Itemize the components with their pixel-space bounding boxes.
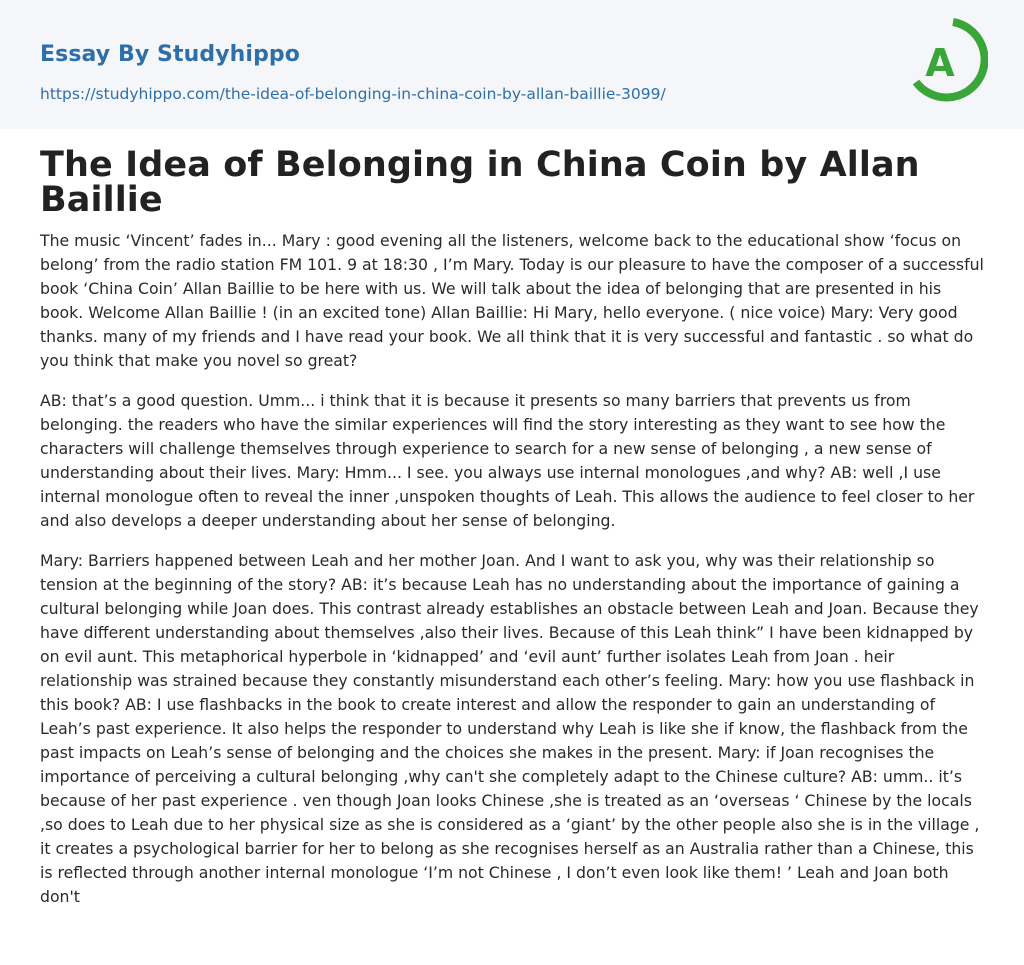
page-title: The Idea of Belonging in China Coin by Allan Baillie — [40, 145, 920, 220]
site-header — [0, 0, 1024, 129]
essay-paragraph: Mary: Barriers happened between Leah and her mother Joan. And I want to ask you, why was their relationship so tension at the beginning of the story? AB: it’s because Leah has no understanding about the importance of gaining a cultural belonging while Joan does. This contrast already establishes an obstacle between Leah and Joan. Because they have different understanding about themselves ,also their lives. Because of this Leah think” I have been kidnapped by on evil aunt. This metaphorical hyperbole in ‘kidnapped’ and ‘evil aunt’ further isolates Leah from Joan . heir relationship was strained because they constantly misunderstand each other’s feeling. Mary: how you use flashback in this book? AB: I use flashbacks in the book to create interest and allow the responder to gain an understanding of Leah’s past experience. It also helps the responder to understand why Leah is like she if know, the flashback from the past impacts on Leah’s sense of belonging and the choices she makes in the present. Mary: if Joan recognises the importance of perceiving a cultural belonging ,why can't she completely adapt to the Chinese culture? AB: umm.. it’s because of her past experience . ven though Joan looks Chinese ,she is treated as an ‘overseas ‘ Chinese by the locals ,so does to Leah due to her physical size as she is considered as a ‘giant’ by the other people also she is in the village , it creates a psychological barrier for her to belong as she recognises herself as an Australia rather than a Chinese, this is reflected through another internal monologue ‘I’m not Chinese , I don’t even look like them! ’ Leah and Joan both don't — [40, 551, 980, 906]
essay-paragraph: AB: that’s a good question. Umm... i think that it is because it presents so many barriers that prevents us from belonging. the readers who have the similar experiences will find the story interesting as they want to see how the characters will challenge themselves through experience to search for a new sense of belonging , a new sense of understanding about their lives. Mary: Hmm... I see. you always use internal monologues ,and why? AB: well ,I use internal monologue often to reveal the inner ,unspoken thoughts of Leah. This allows the audience to feel closer to her and also develops a deeper understanding about her sense of belonging. — [40, 391, 975, 530]
essay-url-link[interactable]: https://studyhippo.com/the-idea-of-belonging-in-china-coin-by-allan-baillie-3099/ — [40, 85, 666, 103]
logo-letter: A — [925, 41, 955, 85]
essay-paragraph: The music ‘Vincent’ fades in... Mary : good evening all the listeners, welcome back to the educational show ‘focus on belong’ from the radio station FM 101. 9 at 18:30 , I’m Mary. Today is our pleasure to have the composer of a successful book ‘China Coin’ Allan Baillie to be here with us. We will talk about the idea of belonging that are presented in his book. Welcome Allan Baillie ! (in an excited tone) Allan Baillie: Hi Mary, hello everyone. ( nice voice) Mary: Very good thanks. many of my friends and I have read your book. We all think that it is very successful and fantastic . so what do you think that make you novel so great? — [40, 231, 984, 370]
essay-body — [40, 229, 986, 925]
site-brand[interactable]: Essay By Studyhippo — [40, 42, 300, 67]
studyhippo-logo-icon[interactable] — [910, 18, 988, 106]
